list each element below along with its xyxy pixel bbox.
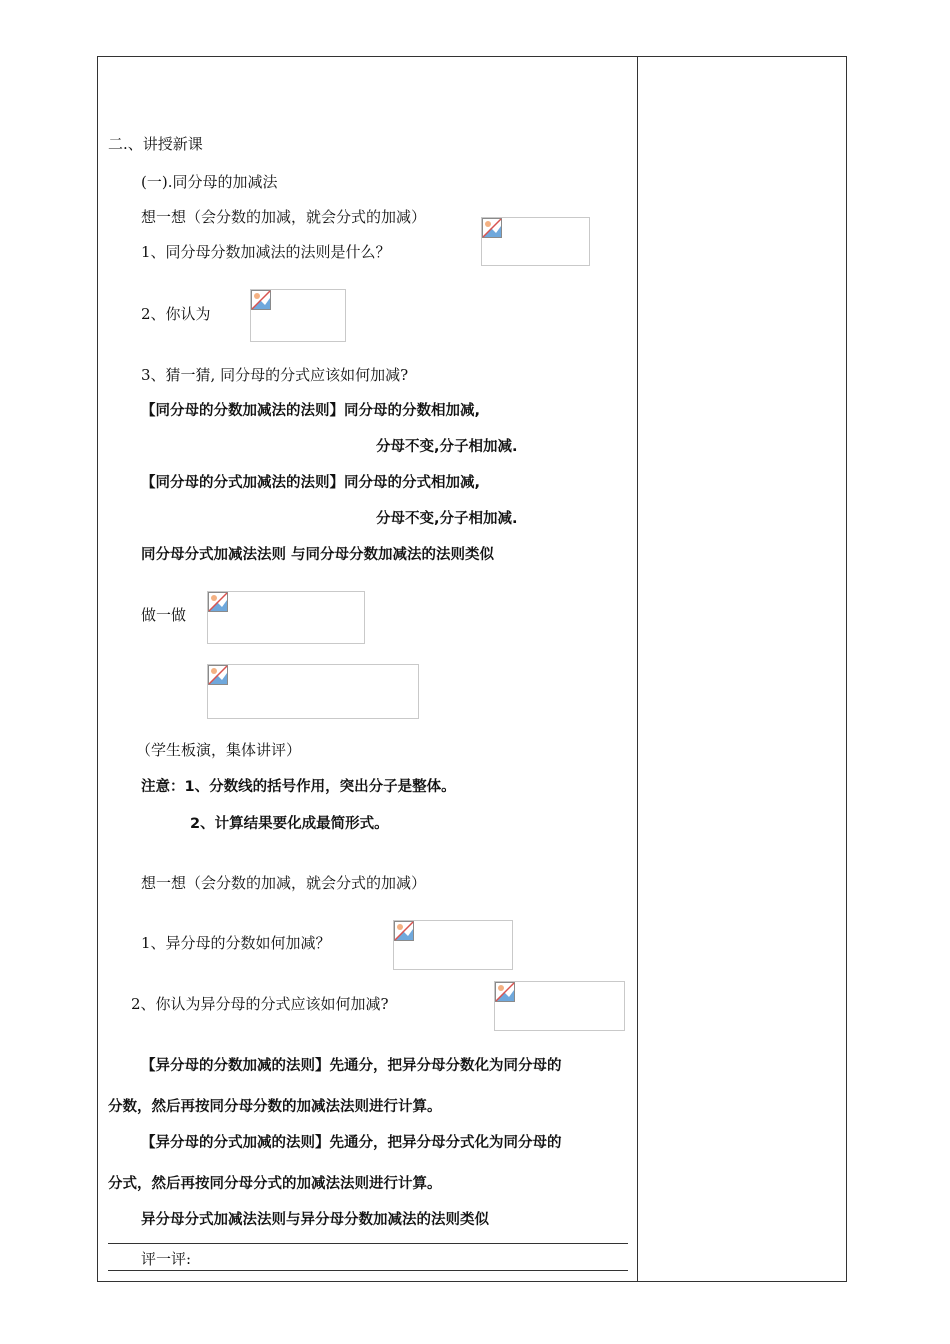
diff-rule-fraction-line2: 分数，然后再按同分母分数的加减法法则进行计算。 xyxy=(108,1099,442,1115)
formula-image xyxy=(481,217,590,266)
rule-fraction-line1: 【同分母的分数加减法的法则】同分母的分数相加减, xyxy=(141,403,481,419)
diff-similarity-note: 异分母分式加减法法则与异分母分数加减法的法则类似 xyxy=(141,1212,489,1228)
broken-image-icon xyxy=(394,921,414,941)
formula-image xyxy=(393,920,513,970)
broken-image-icon xyxy=(208,665,228,685)
think-prompt-2: 想一想（会分数的加减，就会分式的加减） xyxy=(141,874,427,892)
diff-rule-expr-line2: 分式，然后再按同分母分式的加减法法则进行计算。 xyxy=(108,1176,442,1192)
column-divider xyxy=(637,56,638,1282)
separator-line xyxy=(108,1243,628,1244)
question-1-diff: 1、异分母的分数如何加减？ xyxy=(141,934,331,952)
exercise-image xyxy=(207,664,419,719)
question-2-diff: 2、你认为异分母的分式应该如何加减? xyxy=(131,995,389,1013)
formula-image xyxy=(250,289,346,342)
note-line2: 2、计算结果要化成最简形式。 xyxy=(190,816,389,832)
review-label: 评一评: xyxy=(141,1250,192,1268)
note-line1: 注意：1、分数线的括号作用，突出分子是整体。 xyxy=(141,779,456,795)
board-note: （学生板演，集体讲评） xyxy=(136,741,302,759)
diff-rule-expr-line1: 【异分母的分式加减的法则】先通分，把异分母分式化为同分母的 xyxy=(141,1135,562,1151)
separator-line xyxy=(108,1270,628,1271)
try-label: 做一做 xyxy=(141,606,187,624)
broken-image-icon xyxy=(482,218,502,238)
question-2: 2、你认为 xyxy=(141,305,211,323)
section-heading: 二.、讲授新课 xyxy=(108,135,203,153)
rule-expr-line1: 【同分母的分式加减法的法则】同分母的分式相加减, xyxy=(141,475,481,491)
broken-image-icon xyxy=(495,982,515,1002)
rule-expr-line2: 分母不变,分子相加减. xyxy=(376,511,518,527)
diff-rule-fraction-line1: 【异分母的分数加减的法则】先通分，把异分母分数化为同分母的 xyxy=(141,1058,562,1074)
think-prompt: 想一想（会分数的加减，就会分式的加减） xyxy=(141,208,427,226)
question-3: 3、猜一猜, 同分母的分式应该如何加减? xyxy=(141,366,409,384)
part-one-title: (一).同分母的加减法 xyxy=(141,173,278,191)
similarity-note: 同分母分式加减法法则 与同分母分数加减法的法则类似 xyxy=(141,547,495,563)
question-1: 1、同分母分数加减法的法则是什么？ xyxy=(141,243,391,261)
exercise-image xyxy=(207,591,365,644)
formula-image xyxy=(494,981,625,1031)
rule-fraction-line2: 分母不变,分子相加减. xyxy=(376,439,518,455)
broken-image-icon xyxy=(208,592,228,612)
broken-image-icon xyxy=(251,290,271,310)
